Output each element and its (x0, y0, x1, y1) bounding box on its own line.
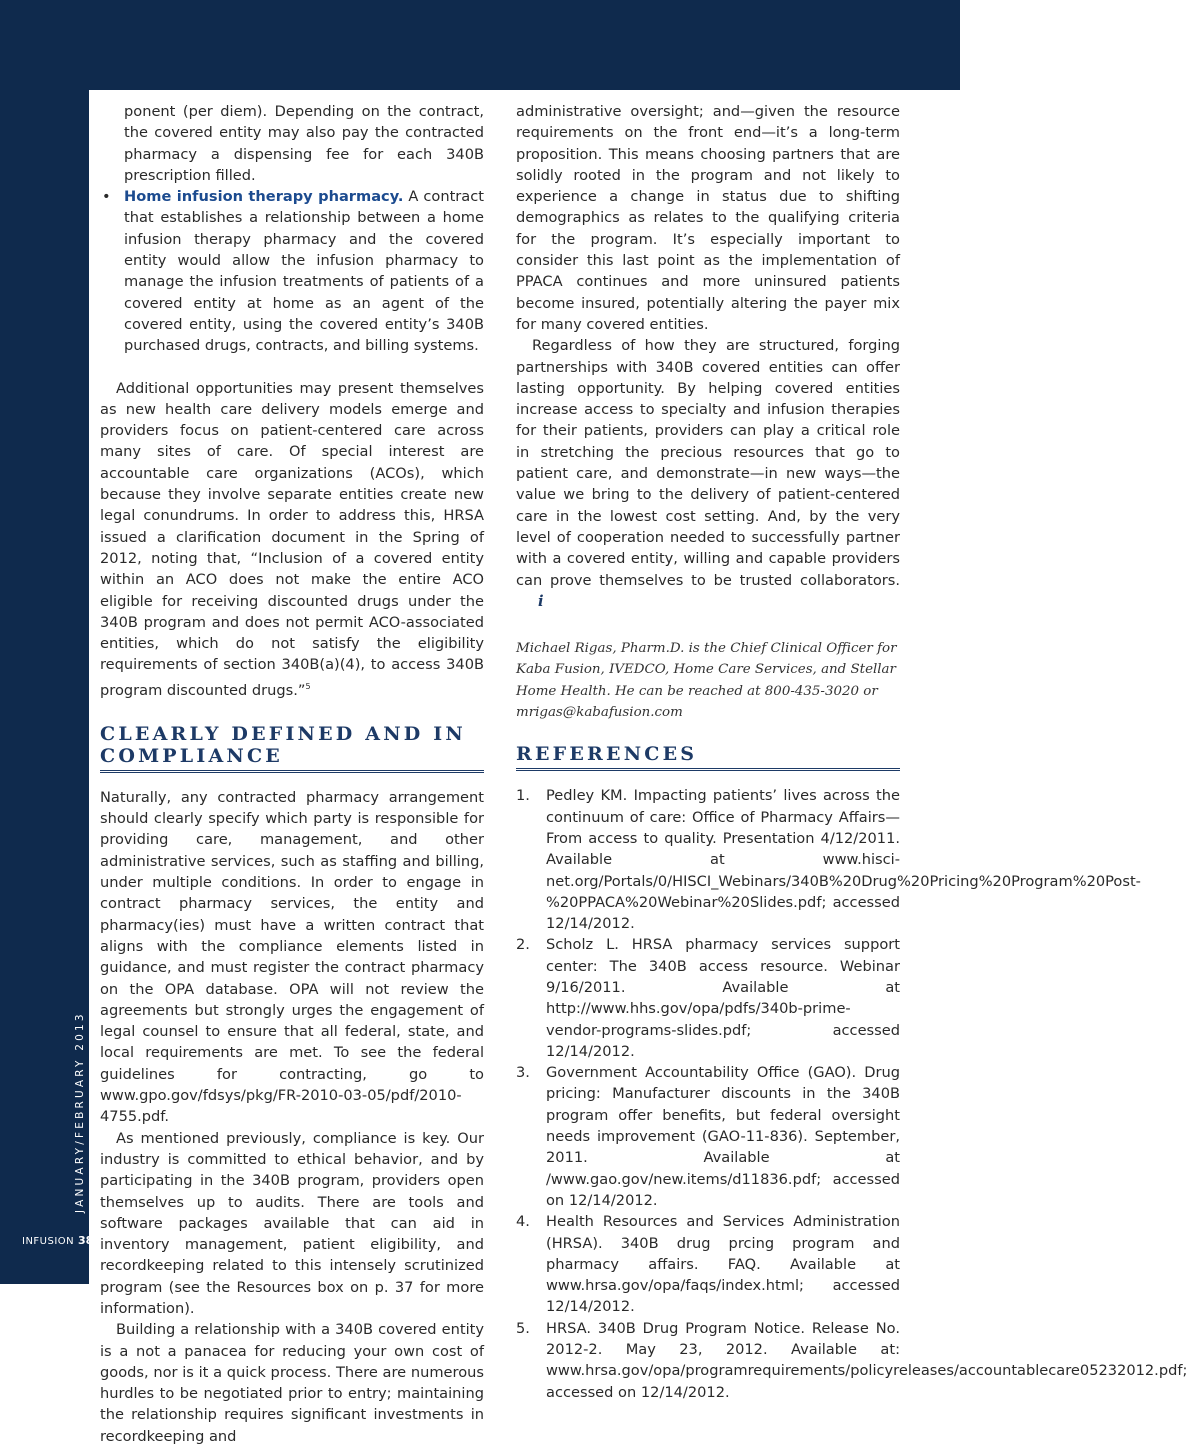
right-column (516, 101, 1187, 1403)
heading-divider (516, 768, 900, 771)
reference-number: 2. (516, 936, 530, 954)
bullet-text: A contract that establishes a relationship between a home infusion therapy pharmacy and the covered entity would allow the infusion pharmacy to manage the infusion treatments of patients of a covered entity at home as an agent of the covered entity, using the covered entity’s 340B purchased drugs, contracts, and billing systems. (124, 188, 484, 355)
bullet-title: Home infusion therapy pharmacy. (124, 188, 404, 206)
heading-divider (100, 770, 484, 773)
reference-item (516, 1211, 900, 1317)
reference-text: Pedley KM. Impacting patients’ lives across the continuum of care: Office of Pharmacy Affairs—From access to quality. Presentation 4/12/2011. Available at www.hisci-net.org/Portals/0/HISCI_Webinars/340B%20Drug%20Pricing%20Program%20Post-%20PPACA%20Webinar%20Slides.pdf; accessed 12/14/2012. (546, 787, 1141, 933)
page-folio (22, 1234, 93, 1247)
issue-date: JANUARY/FEBRUARY 2013 (74, 1011, 86, 1213)
reference-text: HRSA. 340B Drug Program Notice. Release No. 2012-2. May 23, 2012. Available at: www.hrsa.gov/opa/programrequirements/policyreleases/accountablecare05232012.pdf; accessed on 12/14/2012. (546, 1319, 1187, 1401)
paragraph-text: Regardless of how they are structured, forging partnerships with 340B covered entities can offer lasting opportunity. By helping covered entities increase access to specialty and infusion therapies for their patients, providers can play a critical role in stretching the precious resources that go to patient care, and demonstrate—in new ways—the value we bring to the delivery of patient-centered care in the lowest cost setting. And, by the very level of cooperation needed to successfully partner with a covered entity, willing and capable providers can prove themselves to be trusted collaborators. (516, 337, 900, 589)
paragraph-relationship: Building a relationship with a 340B covered entity is a not a panacea for reducing your own cost of goods, nor is it a quick process. There are numerous hurdles to be negotiated prior to entry; maintaining the relationship requires significant investments in recordkeeping and (100, 1321, 484, 1445)
reference-text: Scholz L. HRSA pharmacy services support center: The 340B access resource. Webinar 9/16/2011. Available at http://www.hhs.gov/opa/pdfs/340b-prime-vendor-programs-slides.pdf; accessed 12/14/2012. (546, 936, 900, 1060)
bullet-dot-icon: • (102, 188, 111, 206)
reference-item (516, 1062, 900, 1211)
paragraph-text: Additional opportunities may present themselves as new health care delivery models emerge and providers focus on patient-centered care across many sites of care. Of special interest are accountable care organizations (ACOs), which because they involve separate entities create new legal conundrums. In order to address this, HRSA issued a clarification document in the Spring of 2012, noting that, “Inclusion of a covered entity within an ACO does not make the entire ACO eligible for receiving discounted drugs under the 340B program and does not permit ACO-associated entities, which do not satisfy the eligibility requirements of section 340B(a)(4), to access 340B program discounted drugs.” (100, 379, 484, 699)
author-bio: Michael Rigas, Pharm.D. is the Chief Clinical Officer for Kaba Fusion, IVEDCO, Home Care Services, and Stellar Home Health. He can be reached at 800-435-3020 or mrigas@kabafusion.com (516, 641, 897, 721)
paragraph-opportunities (100, 378, 484, 701)
paragraph-naturally: Naturally, any contracted pharmacy arrangement should clearly specify which party is responsible for providing care, management, and other administrative services, such as staffing and billing, under multiple conditions. In order to engage in contract pharmacy services, the entity and pharmacy(ies) must have a written contract that aligns with the compliance elements listed in guidance, and must register the contract pharmacy on the OPA database. OPA will not review the agreements but strongly urges the engagement of legal counsel to ensure that all federal, state, and local requirements are met. To see the federal guidelines for contracting, go to www.gpo.gov/fdsys/pkg/FR-2010-03-05/pdf/2010-4755.pdf. (100, 788, 484, 1126)
paragraph-partnerships (516, 335, 900, 612)
reference-text: Government Accountability Office (GAO). Drug pricing: Manufacturer discounts in the 340B program offer benefits, but federal oversight needs improvement (GAO-11-836). September, 2011. Available at /www.gao.gov/new.items/d11836.pdf; accessed on 12/14/2012. (546, 1064, 900, 1209)
left-column (100, 101, 484, 1447)
top-banner (0, 0, 960, 90)
paragraph-compliance-key: As mentioned previously, compliance is key. Our industry is committed to ethical behavior, and by participating in the 340B program, providers open themselves up to audits. There are tools and software packages available that can aid in inventory management, patient eligibility, and recordkeeping related to this intensely scrutinized program (see the Resources box on p. 37 for more information). (100, 1129, 484, 1317)
heading-line: COMPLIANCE (100, 744, 283, 767)
references-list (516, 785, 1187, 1403)
footnote-ref: 5 (305, 681, 311, 691)
reference-number: 4. (516, 1213, 530, 1231)
section-heading-compliance (100, 723, 484, 767)
reference-number: 1. (516, 787, 530, 805)
reference-text: Health Resources and Services Administration (HRSA). 340B drug prcing program and pharmacy affairs. FAQ. Available at www.hrsa.gov/opa/faqs/index.html; accessed 12/14/2012. (546, 1213, 900, 1316)
paragraph-oversight: administrative oversight; and—given the resource requirements on the front end—it’s a long-term proposition. This means choosing partners that are solidly rooted in the program and not likely to experience a change in status due to shifting demographics as relates to the qualifying criteria for the program. It’s especially important to consider this last point as the implementation of PPACA continues and more uninsured patients become insured, potentially altering the payer mix for many covered entities. (516, 103, 900, 333)
reference-number: 5. (516, 1319, 530, 1337)
reference-item (516, 1318, 1187, 1403)
reference-item (516, 934, 900, 1062)
bullet-continuation: ponent (per diem). Depending on the contract, the covered entity may also pay the contracted pharmacy a dispensing fee for each 340B prescription filled. (124, 103, 484, 184)
section-heading-references: REFERENCES (516, 743, 698, 766)
magazine-logo: INFUSION (22, 1236, 75, 1247)
bullet-home-infusion (100, 186, 484, 356)
end-mark-icon: i (538, 592, 544, 610)
heading-line: CLEARLY DEFINED AND IN (100, 722, 466, 745)
reference-item (516, 785, 1141, 934)
reference-number: 3. (516, 1064, 530, 1082)
page-number: 38 (78, 1234, 94, 1247)
